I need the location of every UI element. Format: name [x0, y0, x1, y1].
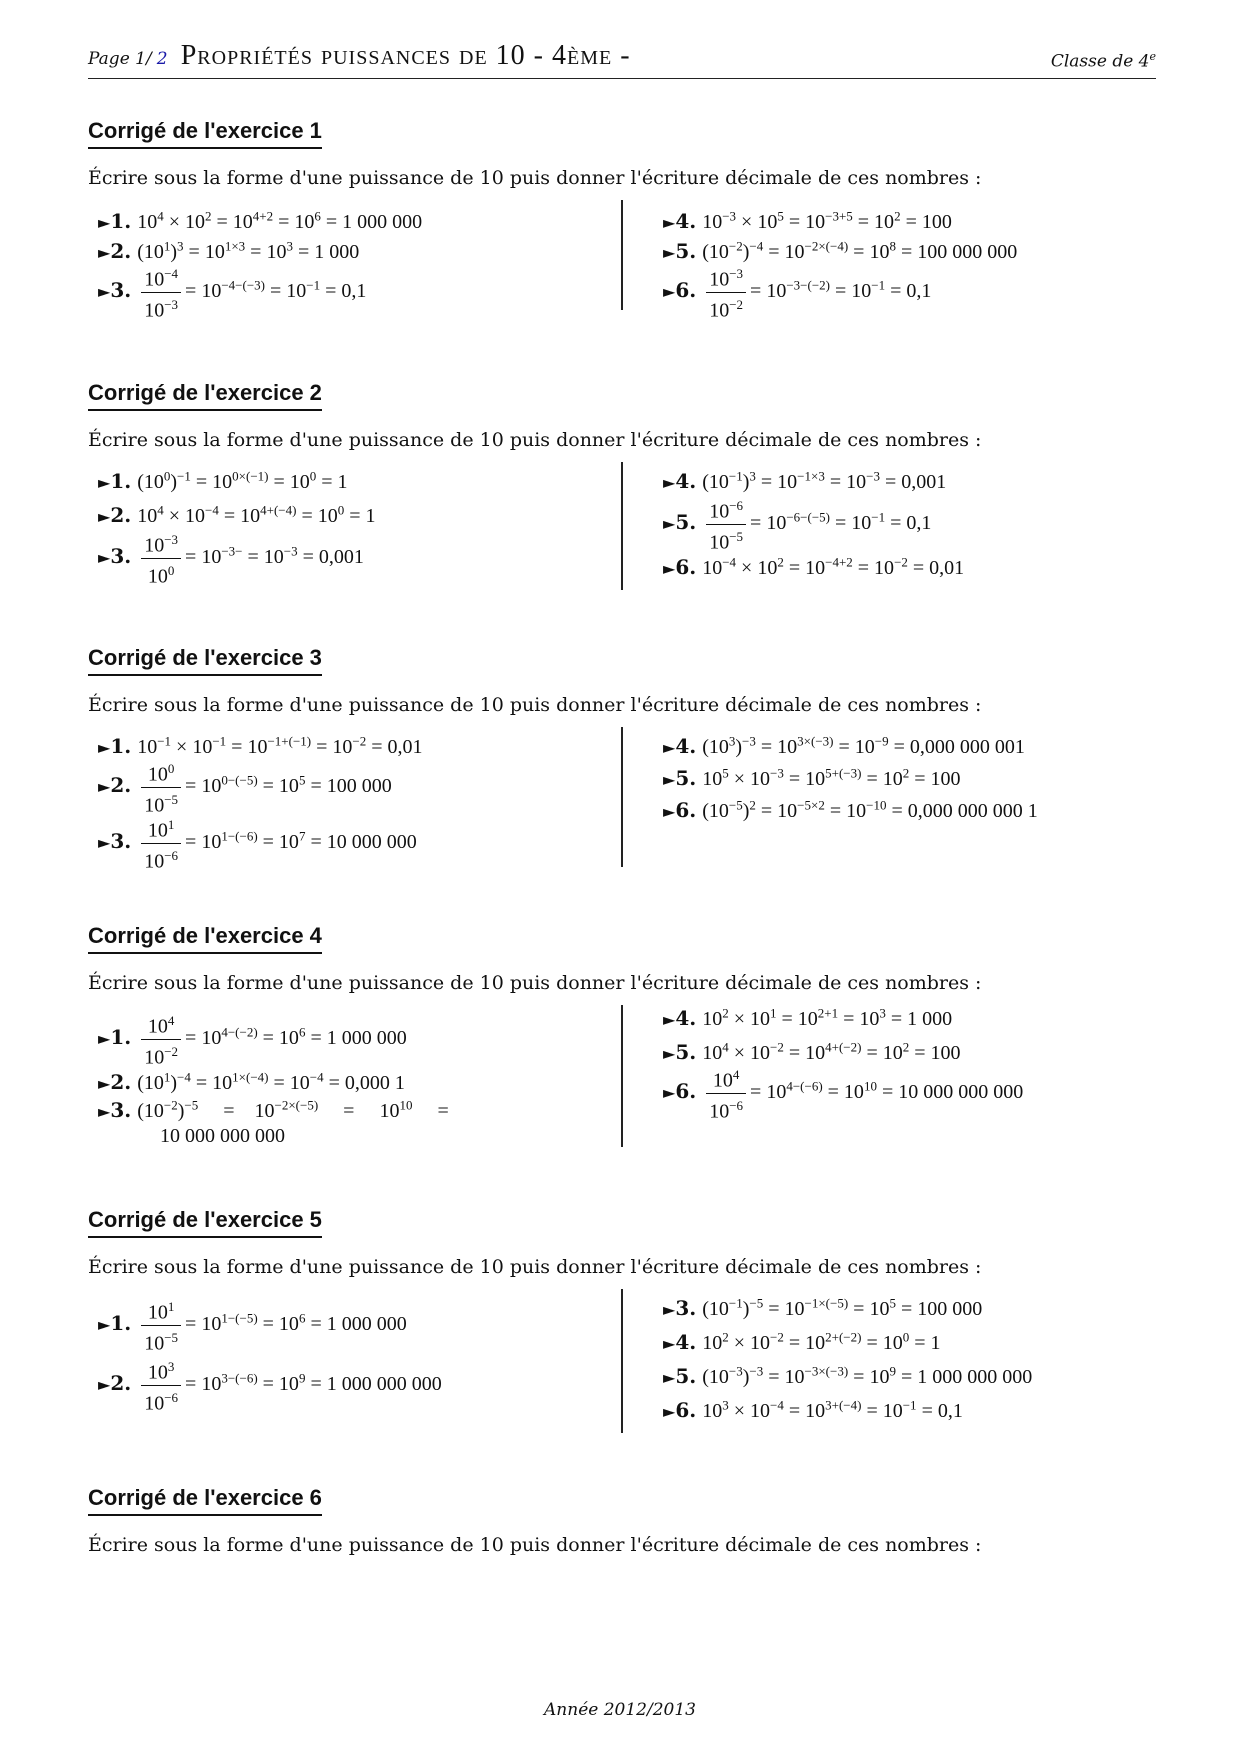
answer-columns [88, 1289, 1156, 1433]
answer-item: ►5. $(10^{-2})^{-4} = 10^{-2\times(-4)} = 10^8 = 100$ 000 000 [663, 238, 1018, 263]
item-label: ►2. [98, 1069, 132, 1094]
item-label: ►5. [663, 238, 697, 263]
answer-item: ►3. $\frac{10^{-4}}{10^{-3}}$ = $10^{-4-(-3)} = 10^{-1} = 0,1$ [98, 262, 366, 322]
item-label: ►6. [663, 1397, 697, 1422]
item-label: ►1. [98, 468, 132, 493]
exercise-6 [88, 1485, 1156, 1556]
exercise-title: Corrigé de l'exercice 2 [88, 380, 322, 411]
exercise-consigne: Écrire sous la forme d'une puissance de 10 puis donner l'écriture décimale de ces nombres : [88, 429, 982, 451]
answer-item: ►5. $(10^{-3})^{-3} = 10^{-3\times(-3)} = 10^9 = 1$ 000 000 000 [663, 1363, 1033, 1388]
document-title: Propriétés puissances de 10 - 4ème - [180, 40, 631, 71]
exercise-title: Corrigé de l'exercice 4 [88, 923, 322, 954]
answer-item: ►4. $(10^{-1})^3 = 10^{-1\times 3} = 10^{-3} = 0,001$ [663, 468, 947, 493]
exercise-title: Corrigé de l'exercice 3 [88, 645, 322, 676]
answer-item: ►1. $10^{-1} \times 10^{-1} = 10^{-1+(-1)} = 10^{-2} = 0,01$ [98, 733, 423, 758]
answer-item: ►6. $\frac{10^{-3}}{10^{-2}}$ = $10^{-3-(-2)} = 10^{-1} = 0,1$ [663, 262, 931, 322]
exercise-2 [88, 380, 1156, 588]
exercise-title: Corrigé de l'exercice 1 [88, 118, 322, 149]
column-separator [621, 462, 623, 590]
exercise-consigne: Écrire sous la forme d'une puissance de 10 puis donner l'écriture décimale de ces nombres : [88, 1534, 982, 1556]
answer-item: ►1. $(10^0)^{-1} = 10^{0\times(-1)} = 10^0 = 1$ [98, 468, 348, 493]
item-label: ►5. [663, 765, 697, 790]
answer-item: ►5. $\frac{10^{-6}}{10^{-5}}$ = $10^{-6-(-5)} = 10^{-1} = 0,1$ [663, 494, 931, 554]
item-label: ►6. [663, 1078, 697, 1103]
header-right [1051, 50, 1156, 72]
exercise-4 [88, 923, 1156, 1147]
answer-columns [88, 1005, 1156, 1147]
item-label: ►2. [98, 238, 132, 263]
answer-item: ►2. $(10^1)^3 = 10^{1\times 3} = 10^3 = 1$ 000 [98, 238, 360, 263]
item-label: ►4. [663, 208, 697, 233]
answer-item: ►4. $10^2 \times 10^1 = 10^{2+1} = 10^3 = 1$ 000 [663, 1005, 953, 1030]
item-label: ►5. [663, 509, 697, 534]
column-separator [621, 1289, 623, 1433]
answer-item: ►4. $10^2 \times 10^{-2} = 10^{2+(-2)} = 10^0 = 1$ [663, 1329, 941, 1354]
item-label: ►3. [98, 543, 132, 568]
item-label: ►6. [663, 554, 697, 579]
answer-item: ►6. $10^{-4} \times 10^2 = 10^{-4+2} = 10^{-2} = 0,01$ [663, 554, 965, 579]
answer-item: ►5. $10^4 \times 10^{-2} = 10^{4+(-2)} = 10^2 = 100$ [663, 1039, 961, 1064]
answer-item: ►1. $\frac{10^1}{10^{-5}}$ = $10^{1-(-5)} = 10^6 = 1$ 000 000 [98, 1295, 407, 1355]
exercise-5 [88, 1207, 1156, 1422]
answer-item: ►2. $10^4 \times 10^{-4} = 10^{4+(-4)} = 10^0 = 1$ [98, 502, 376, 527]
answer-item-continuation: 10 000 000 000 [160, 1125, 285, 1147]
item-label: ►3. [98, 1097, 132, 1122]
item-label: ►4. [663, 468, 697, 493]
item-label: ►1. [98, 1024, 132, 1049]
answer-item: ►6. $\frac{10^4}{10^{-6}}$ = $10^{4-(-6)} = 10^{10} = 10$ 000 000 000 [663, 1063, 1023, 1123]
item-label: ►2. [98, 502, 132, 527]
answer-item: ►4. $(10^3)^{-3} = 10^{3\times(-3)} = 10^{-9} = 0,000$ 000 001 [663, 733, 1025, 758]
class-label: Classe de 4 [1050, 52, 1150, 72]
item-label: ►1. [98, 208, 132, 233]
answer-item: ►2. $\frac{10^3}{10^{-6}}$ = $10^{3-(-6)} = 10^9 = 1$ 000 000 000 [98, 1355, 442, 1415]
answer-item: ►3. $\frac{10^1}{10^{-6}}$ = $10^{1-(-6)} = 10^7 = 10$ 000 000 [98, 813, 417, 873]
answer-item: ►4. $10^{-3} \times 10^5 = 10^{-3+5} = 10^2 = 100$ [663, 208, 952, 233]
item-label: ►4. [663, 1005, 697, 1030]
item-label: ►3. [98, 277, 132, 302]
answer-item: ►3. $\frac{10^{-3}}{10^0}$ = $10^{-3-} = 10^{-3} = 0,001$ [98, 528, 364, 588]
item-label: ►6. [663, 797, 697, 822]
page-label: Page 1/ [88, 49, 152, 69]
item-label: ►5. [663, 1363, 697, 1388]
item-label: ►2. [98, 772, 132, 797]
item-label: ►2. [98, 1370, 132, 1395]
item-label: ►3. [663, 1295, 697, 1320]
answer-columns [88, 727, 1156, 873]
answer-item: ►3. $(10^{-2})^{-5}$ = $10^{-2\times(-5)}$ = $10^{10}$ = [98, 1097, 449, 1122]
item-label: ►5. [663, 1039, 697, 1064]
answer-item: ►3. $(10^{-1})^{-5} = 10^{-1\times(-5)} = 10^5 = 100$ 000 [663, 1295, 983, 1320]
answer-item: ►6. $(10^{-5})^2 = 10^{-5\times 2} = 10^{-10} = 0,000$ 000 000 1 [663, 797, 1038, 822]
answer-columns [88, 200, 1156, 322]
answer-item: ►1. $10^4 \times 10^2 = 10^{4+2} = 10^6 = 1$ 000 000 [98, 208, 423, 233]
exercise-consigne: Écrire sous la forme d'une puissance de 10 puis donner l'écriture décimale de ces nombres : [88, 1256, 982, 1278]
exercise-title: Corrigé de l'exercice 5 [88, 1207, 322, 1238]
answer-item: ►2. $\frac{10^0}{10^{-5}}$ = $10^{0-(-5)} = 10^5 = 100$ 000 [98, 757, 392, 817]
item-label: ►4. [663, 733, 697, 758]
exercise-consigne: Écrire sous la forme d'une puissance de 10 puis donner l'écriture décimale de ces nombres : [88, 972, 982, 994]
class-sup: e [1149, 50, 1156, 64]
exercise-consigne: Écrire sous la forme d'une puissance de 10 puis donner l'écriture décimale de ces nombres : [88, 167, 982, 189]
answer-columns [88, 462, 1156, 590]
item-label: ►6. [663, 277, 697, 302]
header-left [88, 40, 631, 72]
column-separator [621, 727, 623, 867]
page-header [88, 40, 1156, 79]
page-footer: Année 2012/2013 [544, 1700, 696, 1720]
answer-item: ►2. $(10^1)^{-4} = 10^{1\times(-4)} = 10^{-4} = 0,000$ 1 [98, 1069, 405, 1094]
column-separator [621, 200, 623, 310]
answer-item: ►1. $\frac{10^4}{10^{-2}}$ = $10^{4-(-2)} = 10^6 = 1$ 000 000 [98, 1009, 407, 1069]
item-label: ►1. [98, 1310, 132, 1335]
page-total-link[interactable]: 2 [156, 49, 168, 69]
exercise-1 [88, 118, 1156, 322]
exercise-consigne: Écrire sous la forme d'une puissance de 10 puis donner l'écriture décimale de ces nombres : [88, 694, 982, 716]
item-label: ►4. [663, 1329, 697, 1354]
answer-item: ►5. $10^5 \times 10^{-3} = 10^{5+(-3)} = 10^2 = 100$ [663, 765, 961, 790]
exercise-3 [88, 645, 1156, 873]
exercise-title: Corrigé de l'exercice 6 [88, 1485, 322, 1516]
column-separator [621, 1005, 623, 1147]
item-label: ►3. [98, 828, 132, 853]
item-label: ►1. [98, 733, 132, 758]
answer-item: ►6. $10^3 \times 10^{-4} = 10^{3+(-4)} = 10^{-1} = 0,1$ [663, 1397, 963, 1422]
